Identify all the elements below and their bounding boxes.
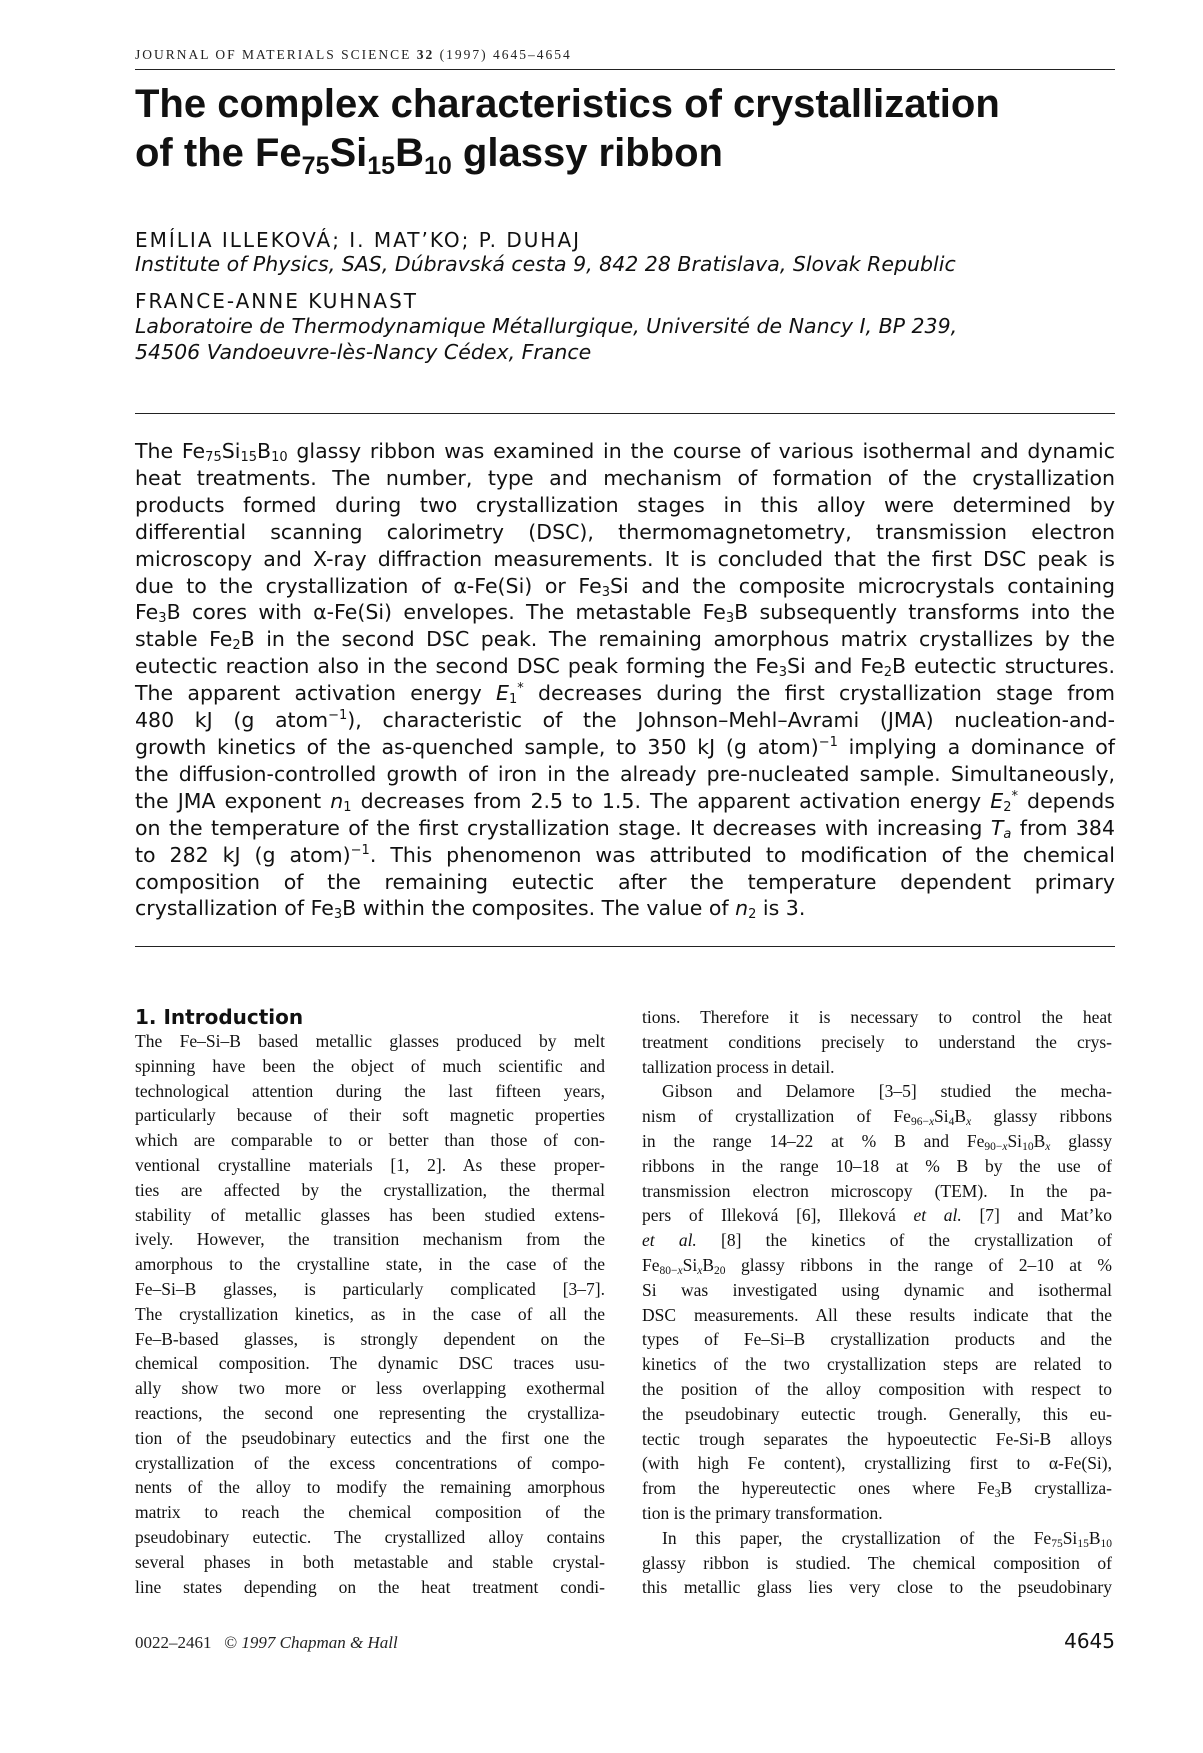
title-line-2-prefix: of the Fe	[135, 131, 302, 175]
body-text-line: spinning have been the object of much scientific and	[135, 1055, 605, 1076]
body-text-line: ventional crystalline materials [1, 2]. As these proper-	[135, 1154, 605, 1175]
body-text-line: The crystallization kinetics, as in the case of all the	[135, 1303, 605, 1324]
abstract-bottom-rule	[135, 946, 1115, 947]
abstract-line: composition of the remaining eutectic after the temperature dependent primary	[135, 869, 1115, 894]
body-text-line: tallization process in detail.	[642, 1056, 835, 1077]
abstract-line: due to the crystallization of α-Fe(Si) or $Fe_3Si$ and the composite microcrystals containing	[135, 573, 1116, 600]
abstract-line: the JMA exponent $n_1$ decreases from 2.5 to 1.5. The apparent activation energy $E_2^*$ depends	[135, 788, 1115, 815]
section-heading: 1. Introduction	[135, 1005, 304, 1029]
affiliation-line: 54506 Vandoeuvre-lès-Nancy Cédex, France	[135, 340, 592, 364]
body-text-line: (with high Fe content), crystallizing first to α-Fe(Si),	[642, 1453, 1112, 1474]
body-text-line: kinetics of the two crystallization steps are related to	[642, 1354, 1112, 1375]
abstract-line: the diffusion-controlled growth of iron in the already pre-nucleated sample. Simultaneously,	[135, 761, 1115, 786]
body-text-line: tion of the pseudobinary eutectics and the first one the	[135, 1427, 605, 1448]
journal-volume: 32	[416, 47, 435, 62]
journal-year-pages: (1997) 4645–4654	[439, 47, 572, 62]
body-text-line: which are comparable to or better than those of con-	[135, 1130, 605, 1151]
abstract-line: crystallization of $Fe_3B$ within the composites. The value of $n_2$ is 3.	[135, 896, 806, 923]
abstract-line: 480 kJ (g atom$^{-1}$), characteristic of the Johnson–Mehl–Avrami (JMA) nucleation-and-	[135, 708, 1115, 733]
body-text-line: ties are affected by the crystallization, the thermal	[135, 1179, 605, 1200]
body-text-line: in the range 14–22 at % B and $Fe_{90-x}Si_{10}B_x$ glassy	[642, 1130, 1112, 1153]
body-text-line: tectic trough separates the hypoeutectic Fe-Si-B alloys	[642, 1428, 1112, 1449]
body-text-line: this metallic glass lies very close to the pseudobinary	[642, 1577, 1112, 1598]
paper-title	[135, 80, 1115, 178]
header-rule	[135, 69, 1115, 70]
body-text-line: ally show two more or less overlapping exothermal	[135, 1378, 605, 1399]
body-text-line: et al. [8] the kinetics of the crystallization of	[642, 1230, 1112, 1251]
right-column	[642, 1005, 1112, 1600]
body-text-line: transmission electron microscopy (TEM). In the pa-	[642, 1180, 1112, 1201]
body-text-line: amorphous to the crystalline state, in the case of the	[135, 1254, 605, 1275]
abstract-line: differential scanning calorimetry (DSC), thermomagnetometry, transmission electron	[135, 519, 1115, 544]
body-text-line: pers of Illeková [6], Illeková et al. [7] and Mat’ko	[642, 1205, 1112, 1226]
footer-issn	[135, 1633, 398, 1653]
body-text-line: the pseudobinary eutectic trough. Generally, this eu-	[642, 1403, 1112, 1424]
body-text-line: Fe–Si–B glasses, is particularly complicated [3–7].	[135, 1278, 605, 1299]
body-text-line: nents of the alloy to modify the remaining amorphous	[135, 1477, 605, 1498]
body-text-line: types of Fe–Si–B crystallization products and the	[642, 1329, 1112, 1350]
body-text-line: $Fe_{80-x}Si_xB_{20}$ glassy ribbons in the range of 2–10 at %	[642, 1254, 1112, 1277]
body-text-line: the position of the alloy composition with respect to	[642, 1378, 1112, 1399]
title-line-2-suffix: glassy ribbon	[451, 131, 723, 175]
abstract-top-rule	[135, 413, 1115, 414]
issn: 0022–2461	[135, 1633, 212, 1652]
body-text-line: several phases in both metastable and stable crystal-	[135, 1551, 605, 1572]
body-text-line: The Fe–Si–B based metallic glasses produced by melt	[135, 1031, 605, 1051]
body-text-line: matrix to reach the chemical composition of the	[135, 1502, 605, 1523]
body-text-line: chemical composition. The dynamic DSC traces usu-	[135, 1353, 605, 1374]
title-element: B	[395, 131, 424, 175]
copyright: 1997 Chapman & Hall	[241, 1633, 398, 1652]
body-text-line: Fe–B-based glasses, is strongly dependent on the	[135, 1328, 605, 1349]
body-text-line: line states depending on the heat treatment condi-	[135, 1576, 605, 1597]
body-text-line: In this paper, the crystallization of the $Fe_{75}Si_{15}B_{10}$	[662, 1527, 1112, 1550]
body-text-line: glassy ribbon is studied. The chemical composition of	[642, 1552, 1112, 1573]
author-affiliation: Institute of Physics, SAS, Dúbravská cesta 9, 842 28 Bratislava, Slovak Republic	[135, 252, 956, 276]
body-text-line: stability of metallic glasses has been studied extens-	[135, 1204, 605, 1225]
abstract-line: The apparent activation energy $E_1^*$ decreases during the first crystallization stage from	[135, 681, 1116, 708]
abstract-line: to 282 kJ (g atom)$^{-1}$. This phenomenon was attributed to modification of the chemical	[135, 842, 1116, 867]
body-text-line: particularly because of their soft magnetic properties	[135, 1105, 605, 1126]
affiliation-line: Laboratoire de Thermodynamique Métallurgique, Université de Nancy I, BP 239,	[135, 314, 958, 338]
body-text-line: DSC measurements. All these results indicate that the	[642, 1304, 1112, 1325]
body-text-line: from the hypereutectic ones where $Fe_3B$ crystalliza-	[642, 1478, 1113, 1501]
abstract-line: stable $Fe_2B$ in the second DSC peak. The remaining amorphous matrix crystallizes by the	[135, 627, 1115, 654]
abstract-line: on the temperature of the first crystallization stage. It decreases with increasing $T_a$ from 384	[135, 815, 1115, 842]
body-text-line: technological attention during the last fifteen years,	[135, 1080, 605, 1101]
body-text-line: tions. Therefore it is necessary to control the heat	[642, 1007, 1112, 1027]
copyright-symbol: ©	[224, 1633, 238, 1652]
page-number: 4645	[1064, 1629, 1115, 1653]
abstract	[135, 438, 1115, 922]
author-names: FRANCE-ANNE KUHNAST	[135, 289, 419, 313]
abstract-line: microscopy and X-ray diffraction measurements. It is concluded that the first DSC peak is	[135, 546, 1115, 571]
author-names: EMÍLIA ILLEKOVÁ; I. MAT’KO; P. DUHAJ	[135, 228, 582, 252]
body-text-line: crystallization of the excess concentrations of compo-	[135, 1452, 605, 1473]
abstract-line: heat treatments. The number, type and mechanism of formation of the crystallization	[135, 465, 1115, 490]
abstract-line: $Fe_3B$ cores with α-Fe(Si) envelopes. The metastable $Fe_3B$ subsequently transforms into the	[135, 600, 1115, 627]
journal-name: JOURNAL OF MATERIALS SCIENCE	[135, 47, 412, 62]
abstract-line: The $Fe_{75}Si_{15}B_{10}$ glassy ribbon was examined in the course of various isothermal and dynamic	[135, 439, 1115, 465]
body-text-line: pseudobinary eutectic. The crystallized alloy contains	[135, 1526, 605, 1547]
body-text-line: Si was investigated using dynamic and isothermal	[642, 1279, 1112, 1300]
body-text-line: ribbons in the range 10–18 at % B by the use of	[642, 1155, 1112, 1176]
abstract-line: growth kinetics of the as-quenched sample, to 350 kJ (g atom)$^{-1}$ implying a dominance of	[135, 734, 1116, 759]
body-text-line: Gibson and Delamore [3–5] studied the mecha-	[662, 1081, 1112, 1102]
journal-header	[135, 47, 1115, 63]
body-text-line: nism of crystallization of $Fe_{96-x}Si_4B_x$ glassy ribbons	[642, 1106, 1113, 1129]
abstract-line: eutectic reaction also in the second DSC peak forming the $Fe_3Si$ and $Fe_2B$ eutectic structures.	[135, 654, 1116, 681]
title-element: Si	[329, 131, 368, 175]
abstract-line: products formed during two crystallization stages in this alloy were determined by	[135, 492, 1115, 517]
body-text-line: reactions, the second one representing the crystalliza-	[135, 1402, 605, 1423]
body-text-line: treatment conditions precisely to understand the crys-	[642, 1031, 1112, 1052]
left-column	[135, 1029, 605, 1599]
title-sub: 15	[367, 152, 396, 180]
body-text-line: tion is the primary transformation.	[642, 1502, 883, 1523]
title-sub: 10	[423, 152, 452, 180]
title-line-1: The complex characteristics of crystallization	[135, 82, 1000, 126]
body-text-line: ively. However, the transition mechanism from the	[135, 1229, 605, 1250]
author-affiliation	[135, 313, 1115, 365]
title-sub: 75	[301, 152, 330, 180]
